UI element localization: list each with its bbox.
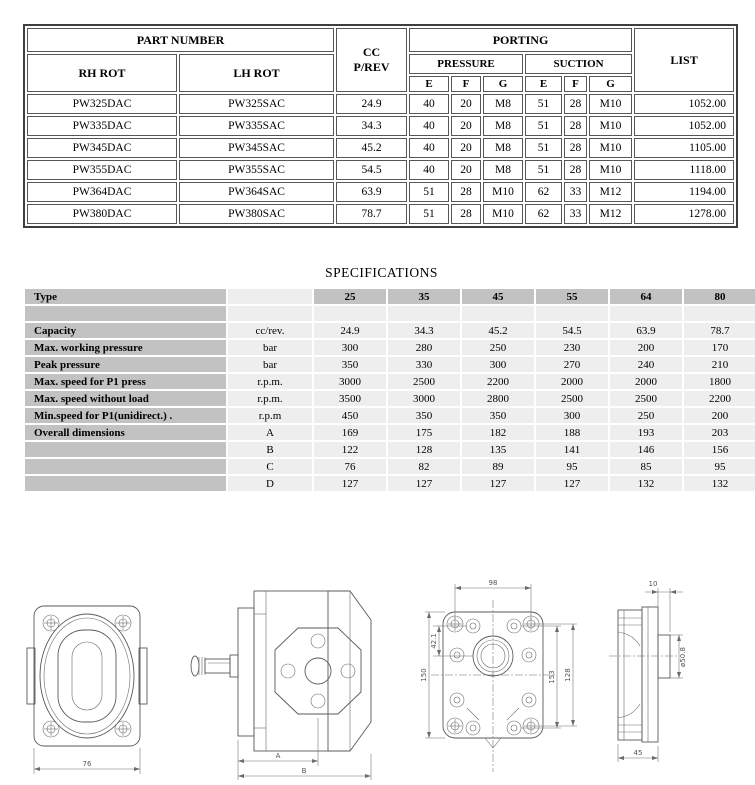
header-pressure-e: E: [409, 76, 449, 92]
spec-value-cell: 82: [388, 459, 460, 474]
spec-unit-cell: r.p.m.: [228, 374, 312, 389]
spec-value-cell: 127: [462, 476, 534, 491]
spec-unit-cell: cc/rev.: [228, 323, 312, 338]
table-cell: PW325SAC: [179, 94, 334, 114]
spec-label-cell: Overall dimensions: [25, 425, 226, 440]
spec-type-label: Type: [25, 289, 226, 304]
table-cell: PW355SAC: [179, 160, 334, 180]
spec-label-cell: Max. speed for P1 press: [25, 374, 226, 389]
back-view-drawing: [415, 572, 610, 785]
spec-value-cell: 1800: [684, 374, 755, 389]
spec-value-cell: [536, 306, 608, 321]
spec-value-cell: 85: [610, 459, 682, 474]
table-cell: PW364SAC: [179, 182, 334, 202]
specifications-table: [23, 287, 755, 493]
spec-value-cell: 128: [388, 442, 460, 457]
table-cell: 78.7: [336, 204, 407, 224]
spec-value-cell: 146: [610, 442, 682, 457]
table-cell: 51: [525, 138, 562, 158]
table-header-row: [27, 28, 734, 52]
pump-side-view: [178, 578, 383, 783]
spec-column-header: 45: [462, 289, 534, 304]
flange-bolt-icon: [281, 634, 355, 708]
table-cell: 40: [409, 138, 449, 158]
dimension-label: 76: [82, 760, 92, 768]
table-cell: M10: [589, 94, 632, 114]
dimension-label: ø50.8: [679, 647, 687, 667]
spec-row: [25, 442, 755, 457]
table-cell: PW335DAC: [27, 116, 177, 136]
spec-value-cell: 2800: [462, 391, 534, 406]
spec-value-cell: 141: [536, 442, 608, 457]
dimension-label: A: [275, 752, 281, 760]
table-cell: 62: [525, 204, 562, 224]
table-cell: 28: [564, 138, 587, 158]
spec-value-cell: 200: [610, 340, 682, 355]
spec-unit-cell: r.p.m.: [228, 391, 312, 406]
spec-value-cell: 250: [610, 408, 682, 423]
table-cell: 63.9: [336, 182, 407, 202]
header-suction-f: F: [564, 76, 587, 92]
header-suction-g: G: [589, 76, 632, 92]
table-cell-list: 1052.00: [634, 94, 734, 114]
header-list: LIST: [634, 28, 734, 92]
table-cell: M12: [589, 204, 632, 224]
spec-label-cell: [25, 442, 226, 457]
cc-line2: P/REV: [353, 60, 390, 74]
spec-value-cell: 95: [684, 459, 755, 474]
dimension-label: 45: [633, 749, 643, 757]
header-rh-rot: RH ROT: [27, 54, 177, 92]
dimension-label: 150: [420, 668, 428, 682]
spec-unit-cell: A: [228, 425, 312, 440]
spec-value-cell: 127: [314, 476, 386, 491]
table-cell: 20: [451, 116, 481, 136]
spec-unit-cell: C: [228, 459, 312, 474]
spec-label-cell: Min.speed for P1(unidirect.) .: [25, 408, 226, 423]
spec-value-cell: 132: [610, 476, 682, 491]
spec-value-cell: 2000: [536, 374, 608, 389]
table-cell: 51: [409, 204, 449, 224]
spec-value-cell: 3500: [314, 391, 386, 406]
table-cell: 28: [564, 116, 587, 136]
header-pressure-f: F: [451, 76, 481, 92]
table-cell: 28: [564, 160, 587, 180]
table-cell: 45.2: [336, 138, 407, 158]
spec-value-cell: 127: [388, 476, 460, 491]
spec-value-cell: 169: [314, 425, 386, 440]
spec-value-cell: [462, 306, 534, 321]
spec-value-cell: 300: [462, 357, 534, 372]
spec-row: [25, 323, 755, 338]
spec-unit-cell: bar: [228, 357, 312, 372]
table-cell-list: 1278.00: [634, 204, 734, 224]
table-cell: M8: [483, 94, 523, 114]
table-cell: 20: [451, 160, 481, 180]
header-porting: PORTING: [409, 28, 632, 52]
table-cell: M8: [483, 160, 523, 180]
spec-value-cell: 54.5: [536, 323, 608, 338]
profile-view-drawing: [607, 572, 752, 785]
spec-value-cell: 170: [684, 340, 755, 355]
bolt-hole-icon: [43, 615, 59, 631]
spec-value-cell: [388, 306, 460, 321]
spec-value-cell: [684, 306, 755, 321]
table-row: [27, 160, 734, 180]
spec-label-cell: [25, 459, 226, 474]
bolt-hole-icon: [43, 721, 59, 737]
spec-column-header: 25: [314, 289, 386, 304]
spec-value-cell: 2500: [536, 391, 608, 406]
spec-value-cell: 2200: [462, 374, 534, 389]
table-cell: M10: [589, 160, 632, 180]
header-pressure: PRESSURE: [409, 54, 523, 74]
spec-value-cell: 193: [610, 425, 682, 440]
cc-line1: CC: [362, 45, 381, 59]
table-cell: PW325DAC: [27, 94, 177, 114]
table-cell: PW345SAC: [179, 138, 334, 158]
table-cell: 33: [564, 182, 587, 202]
table-cell-list: 1194.00: [634, 182, 734, 202]
table-cell: 51: [525, 160, 562, 180]
header-part-number: PART NUMBER: [27, 28, 334, 52]
spec-value-cell: 210: [684, 357, 755, 372]
spec-value-cell: 127: [536, 476, 608, 491]
specs-header-row: [25, 289, 755, 304]
table-cell: 33: [564, 204, 587, 224]
pump-front-view: [18, 578, 173, 783]
specs-title: SPECIFICATIONS: [325, 265, 438, 280]
spec-label-cell: Max. speed without load: [25, 391, 226, 406]
spec-row: [25, 425, 755, 440]
spec-value-cell: 175: [388, 425, 460, 440]
table-cell: 28: [451, 204, 481, 224]
spec-value-cell: 182: [462, 425, 534, 440]
spec-value-cell: 270: [536, 357, 608, 372]
table-cell: PW335SAC: [179, 116, 334, 136]
table-row: [27, 138, 734, 158]
table-cell-list: 1118.00: [634, 160, 734, 180]
spec-value-cell: 122: [314, 442, 386, 457]
dimension-label: 153: [548, 670, 556, 684]
table-cell: PW380SAC: [179, 204, 334, 224]
table-cell: 34.3: [336, 116, 407, 136]
spec-value-cell: 350: [388, 408, 460, 423]
side-view-drawing: [178, 578, 383, 783]
table-cell: 40: [409, 160, 449, 180]
spec-value-cell: 250: [462, 340, 534, 355]
spec-value-cell: 300: [314, 340, 386, 355]
spec-value-cell: 350: [314, 357, 386, 372]
spec-value-cell: 200: [684, 408, 755, 423]
header-cc-prev: [336, 28, 407, 92]
table-cell: M10: [589, 116, 632, 136]
spec-value-cell: 76: [314, 459, 386, 474]
spec-value-cell: 24.9: [314, 323, 386, 338]
bolt-hole-icon: [115, 721, 131, 737]
spec-row: [25, 476, 755, 491]
table-cell: 20: [451, 94, 481, 114]
spec-value-cell: 3000: [388, 391, 460, 406]
dimension-label: 128: [564, 668, 572, 682]
table-cell: PW355DAC: [27, 160, 177, 180]
spec-label-cell: [25, 306, 226, 321]
spec-value-cell: [610, 306, 682, 321]
bolt-hole-icon: [115, 615, 131, 631]
spec-value-cell: 95: [536, 459, 608, 474]
spec-row: [25, 459, 755, 474]
table-cell: PW364DAC: [27, 182, 177, 202]
header-suction-e: E: [525, 76, 562, 92]
front-view-drawing: [18, 578, 173, 783]
table-cell: M12: [589, 182, 632, 202]
spec-label-cell: Peak pressure: [25, 357, 226, 372]
table-cell: 54.5: [336, 160, 407, 180]
spec-unit-cell: r.p.m: [228, 408, 312, 423]
spec-value-cell: 230: [536, 340, 608, 355]
spec-value-cell: 280: [388, 340, 460, 355]
table-cell: 40: [409, 116, 449, 136]
spec-value-cell: 203: [684, 425, 755, 440]
dimension-label: 10: [648, 580, 658, 588]
part-number-table: [23, 24, 738, 228]
table-row: [27, 94, 734, 114]
spec-label-cell: [25, 476, 226, 491]
table-cell: 24.9: [336, 94, 407, 114]
spec-value-cell: 34.3: [388, 323, 460, 338]
spec-value-cell: 2200: [684, 391, 755, 406]
spec-row: [25, 357, 755, 372]
table-cell: M10: [589, 138, 632, 158]
spec-value-cell: 240: [610, 357, 682, 372]
table-cell: 51: [525, 94, 562, 114]
spec-value-cell: 2000: [610, 374, 682, 389]
header-pressure-g: G: [483, 76, 523, 92]
spec-value-cell: 300: [536, 408, 608, 423]
pump-back-view: [415, 572, 610, 785]
table-cell: 28: [564, 94, 587, 114]
table-row: [27, 182, 734, 202]
table-cell-list: 1105.00: [634, 138, 734, 158]
spec-row: [25, 340, 755, 355]
spec-unit-cell: [228, 289, 312, 304]
dimension-label: 42.1: [430, 633, 438, 649]
spec-value-cell: 2500: [388, 374, 460, 389]
table-cell: 62: [525, 182, 562, 202]
table-row: [27, 116, 734, 136]
spec-column-header: 64: [610, 289, 682, 304]
spec-value-cell: 3000: [314, 374, 386, 389]
spec-row: [25, 374, 755, 389]
spec-value-cell: 2500: [610, 391, 682, 406]
spec-value-cell: 63.9: [610, 323, 682, 338]
header-suction: SUCTION: [525, 54, 632, 74]
spec-value-cell: 135: [462, 442, 534, 457]
spec-unit-cell: [228, 306, 312, 321]
spec-unit-cell: B: [228, 442, 312, 457]
spec-column-header: 35: [388, 289, 460, 304]
dimension-label: B: [301, 767, 307, 775]
table-cell: 20: [451, 138, 481, 158]
table-cell: M10: [483, 204, 523, 224]
table-cell: 51: [409, 182, 449, 202]
table-cell: M8: [483, 138, 523, 158]
spec-column-header: 80: [684, 289, 755, 304]
spec-value-cell: 450: [314, 408, 386, 423]
table-row: [27, 204, 734, 224]
table-cell-list: 1052.00: [634, 116, 734, 136]
table-cell: 51: [525, 116, 562, 136]
spec-column-header: 55: [536, 289, 608, 304]
table-cell: M10: [483, 182, 523, 202]
spec-value-cell: 156: [684, 442, 755, 457]
table-cell: 40: [409, 94, 449, 114]
pump-profile-view: [607, 572, 752, 785]
spec-value-cell: 132: [684, 476, 755, 491]
table-cell: PW380DAC: [27, 204, 177, 224]
spec-label-cell: Max. working pressure: [25, 340, 226, 355]
table-cell: 28: [451, 182, 481, 202]
spec-row: [25, 408, 755, 423]
spec-value-cell: 78.7: [684, 323, 755, 338]
spec-value-cell: 350: [462, 408, 534, 423]
table-cell: M8: [483, 116, 523, 136]
spec-value-cell: [314, 306, 386, 321]
dimension-label: 98: [488, 579, 498, 587]
spec-row: [25, 306, 755, 321]
spec-value-cell: 188: [536, 425, 608, 440]
table-cell: PW345DAC: [27, 138, 177, 158]
header-lh-rot: LH ROT: [179, 54, 334, 92]
spec-unit-cell: D: [228, 476, 312, 491]
spec-value-cell: 330: [388, 357, 460, 372]
spec-value-cell: 45.2: [462, 323, 534, 338]
spec-unit-cell: bar: [228, 340, 312, 355]
spec-value-cell: 89: [462, 459, 534, 474]
spec-row: [25, 391, 755, 406]
spec-label-cell: Capacity: [25, 323, 226, 338]
